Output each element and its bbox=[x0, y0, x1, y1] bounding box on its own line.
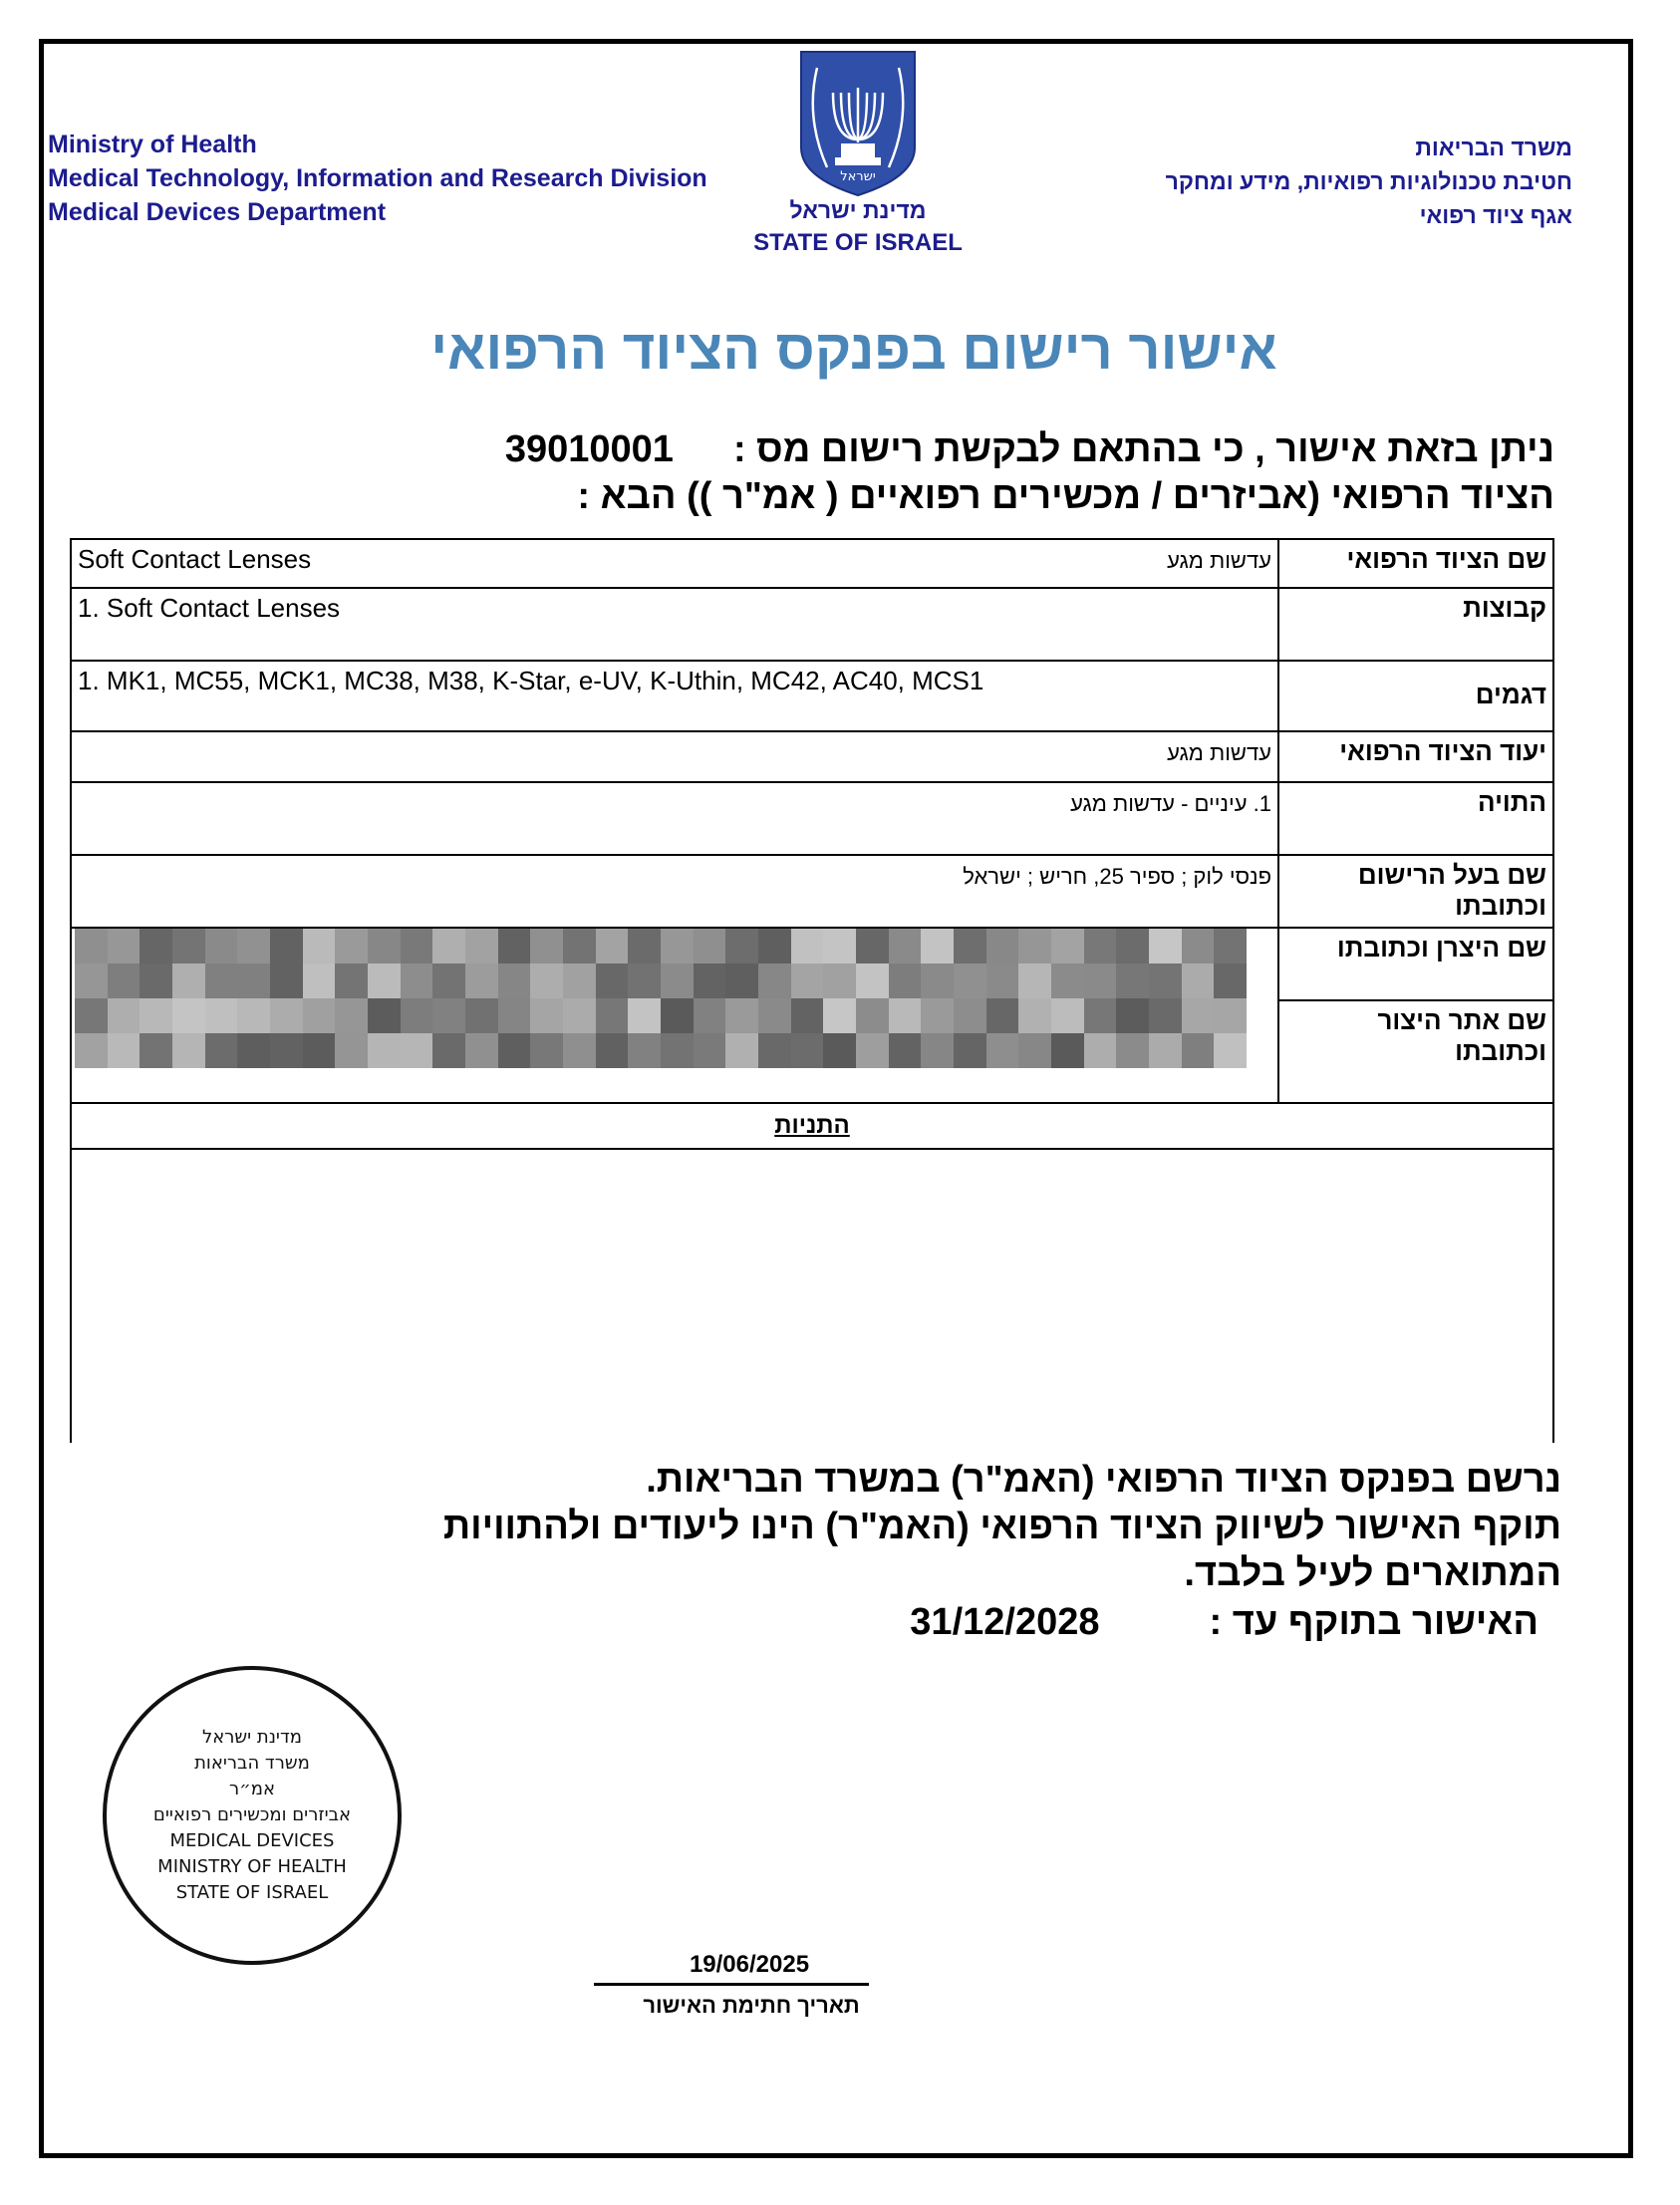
table-row bbox=[71, 588, 1553, 661]
redaction-pixel bbox=[823, 929, 856, 964]
redaction-pixel bbox=[1018, 998, 1051, 1033]
redaction-pixel bbox=[530, 1033, 563, 1068]
redaction-pixel bbox=[75, 929, 108, 964]
redaction-pixel bbox=[628, 998, 661, 1033]
redaction-pixel bbox=[661, 998, 694, 1033]
registration-holder-value: פנסי לוק ; ספיר 25, חריש ; ישראל bbox=[963, 864, 1271, 889]
header-department-he: אגף ציוד רפואי bbox=[1419, 202, 1572, 228]
stamp-line: אמ״ר bbox=[228, 1779, 276, 1799]
state-emblem-icon bbox=[797, 48, 919, 197]
redacted-manufacturer-info bbox=[75, 929, 1247, 1068]
redaction-pixel bbox=[1018, 929, 1051, 964]
registration-holder-label: שם בעל הרישום וכתובתו bbox=[1278, 855, 1553, 928]
redaction-pixel bbox=[432, 1033, 465, 1068]
models-value: 1. MK1, MC55, MCK1, MC38, M38, K-Star, e-UV, K-Uthin, MC42, AC40, MCS1 bbox=[78, 666, 984, 695]
redaction-pixel bbox=[628, 1033, 661, 1068]
redaction-pixel bbox=[270, 929, 303, 964]
redaction-pixel bbox=[1051, 998, 1084, 1033]
redaction-pixel bbox=[921, 1033, 954, 1068]
footer-block bbox=[127, 1457, 1561, 1646]
redaction-pixel bbox=[563, 998, 596, 1033]
redaction-pixel bbox=[758, 998, 791, 1033]
redaction-pixel bbox=[856, 964, 889, 998]
header-state-he: מדינת ישראל bbox=[789, 197, 927, 223]
intro-line-2: הציוד הרפואי (אביזרים / מכשירים רפואיים ( אמ"ר )) הבא : bbox=[577, 475, 1554, 517]
header-right-block bbox=[1166, 131, 1572, 232]
table-row bbox=[71, 661, 1553, 731]
redaction-pixel bbox=[1051, 929, 1084, 964]
redaction-pixel bbox=[889, 929, 922, 964]
stamp-line: משרד הבריאות bbox=[194, 1753, 310, 1774]
redaction-pixel bbox=[1116, 929, 1149, 964]
indication-value: 1. עיניים - עדשות מגע bbox=[1070, 791, 1271, 816]
redaction-pixel bbox=[986, 998, 1019, 1033]
redaction-pixel bbox=[791, 998, 824, 1033]
redaction-pixel bbox=[856, 1033, 889, 1068]
redaction-pixel bbox=[823, 1033, 856, 1068]
redaction-pixel bbox=[205, 964, 238, 998]
redaction-pixel bbox=[205, 929, 238, 964]
redaction-pixel bbox=[1149, 998, 1182, 1033]
redaction-pixel bbox=[694, 998, 726, 1033]
redaction-pixel bbox=[140, 1033, 172, 1068]
redaction-pixel bbox=[140, 998, 172, 1033]
redaction-pixel bbox=[694, 964, 726, 998]
redaction-pixel bbox=[237, 929, 270, 964]
redaction-pixel bbox=[270, 998, 303, 1033]
redaction-pixel bbox=[108, 998, 140, 1033]
stamp-line: STATE OF ISRAEL bbox=[175, 1882, 329, 1903]
manufacturer-label: שם היצרן וכתובתו bbox=[1278, 928, 1553, 1000]
redaction-pixel bbox=[368, 964, 401, 998]
redaction-pixel bbox=[432, 929, 465, 964]
redaction-pixel bbox=[432, 964, 465, 998]
header-ministry-en: Ministry of Health bbox=[48, 131, 257, 158]
redaction-pixel bbox=[1214, 998, 1247, 1033]
redaction-pixel bbox=[498, 998, 531, 1033]
redaction-pixel bbox=[368, 929, 401, 964]
signature-date: 19/06/2025 bbox=[689, 1951, 810, 1978]
header-state-en: STATE OF ISRAEL bbox=[753, 229, 963, 256]
redaction-pixel bbox=[1084, 998, 1117, 1033]
redaction-pixel bbox=[758, 929, 791, 964]
svg-text:ישראל: ישראל bbox=[840, 169, 876, 184]
redaction-pixel bbox=[856, 929, 889, 964]
manufacturing-site-label: שם אתר היצור וכתובתו bbox=[1278, 1000, 1553, 1103]
redaction-pixel bbox=[172, 929, 205, 964]
table-row bbox=[71, 539, 1553, 588]
redaction-pixel bbox=[498, 929, 531, 964]
registration-number: 39010001 bbox=[504, 428, 674, 470]
stamp-line: MINISTRY OF HEALTH bbox=[157, 1856, 347, 1877]
redaction-pixel bbox=[954, 1033, 986, 1068]
redaction-pixel bbox=[335, 964, 368, 998]
redaction-pixel bbox=[237, 1033, 270, 1068]
redaction-pixel bbox=[303, 929, 336, 964]
redaction-pixel bbox=[725, 964, 758, 998]
redaction-pixel bbox=[1149, 1033, 1182, 1068]
page-title: אישור רישום בפנקס הציוד הרפואי bbox=[430, 318, 1277, 381]
redaction-pixel bbox=[498, 1033, 531, 1068]
device-name-en: Soft Contact Lenses bbox=[78, 544, 312, 574]
redaction-pixel bbox=[823, 998, 856, 1033]
redaction-pixel bbox=[75, 1033, 108, 1068]
redaction-pixel bbox=[140, 964, 172, 998]
redaction-pixel bbox=[596, 929, 629, 964]
signature-line bbox=[594, 1983, 869, 1986]
redaction-pixel bbox=[1149, 929, 1182, 964]
redaction-pixel bbox=[1018, 1033, 1051, 1068]
signature-date-label: תאריך חתימת האישור bbox=[643, 1993, 860, 2018]
groups-value: 1. Soft Contact Lenses bbox=[78, 593, 341, 623]
redaction-pixel bbox=[172, 964, 205, 998]
redaction-pixel bbox=[108, 1033, 140, 1068]
redaction-pixel bbox=[596, 998, 629, 1033]
redaction-pixel bbox=[758, 964, 791, 998]
redaction-pixel bbox=[530, 929, 563, 964]
redaction-pixel bbox=[172, 1033, 205, 1068]
table-row bbox=[71, 855, 1553, 928]
redaction-pixel bbox=[596, 1033, 629, 1068]
redaction-pixel bbox=[661, 964, 694, 998]
redaction-pixel bbox=[628, 929, 661, 964]
valid-until-date: 31/12/2028 bbox=[910, 1601, 1100, 1643]
redaction-pixel bbox=[368, 1033, 401, 1068]
redaction-pixel bbox=[270, 964, 303, 998]
redaction-pixel bbox=[140, 929, 172, 964]
redaction-pixel bbox=[856, 998, 889, 1033]
conditions-header: התניות bbox=[72, 1104, 1552, 1150]
stamp-line: אביזרים ומכשירים רפואיים bbox=[152, 1804, 352, 1825]
redaction-pixel bbox=[1084, 964, 1117, 998]
footer-line-3: המתוארים לעיל בלבד. bbox=[1184, 1552, 1561, 1594]
redaction-pixel bbox=[889, 964, 922, 998]
ministry-stamp bbox=[103, 1666, 402, 1965]
redaction-pixel bbox=[465, 929, 498, 964]
redaction-pixel bbox=[921, 964, 954, 998]
redaction-pixel bbox=[530, 998, 563, 1033]
intended-use-value: עדשות מגע bbox=[1167, 740, 1271, 765]
redaction-pixel bbox=[1214, 1033, 1247, 1068]
table-row bbox=[71, 782, 1553, 855]
redaction-pixel bbox=[661, 929, 694, 964]
groups-label: קבוצות bbox=[1278, 588, 1553, 661]
redaction-pixel bbox=[1084, 1033, 1117, 1068]
redaction-pixel bbox=[823, 964, 856, 998]
redaction-pixel bbox=[596, 964, 629, 998]
indication-label: התויה bbox=[1278, 782, 1553, 855]
redaction-pixel bbox=[205, 998, 238, 1033]
redaction-pixel bbox=[401, 1033, 433, 1068]
redaction-pixel bbox=[986, 929, 1019, 964]
redaction-pixel bbox=[1116, 1033, 1149, 1068]
header-department-en: Medical Devices Department bbox=[48, 198, 387, 226]
redaction-pixel bbox=[75, 998, 108, 1033]
redaction-pixel bbox=[465, 998, 498, 1033]
stamp-line: מדינת ישראל bbox=[201, 1727, 303, 1748]
redaction-pixel bbox=[791, 1033, 824, 1068]
redaction-pixel bbox=[1051, 1033, 1084, 1068]
conditions-box bbox=[70, 1102, 1554, 1443]
redaction-pixel bbox=[791, 929, 824, 964]
redaction-pixel bbox=[628, 964, 661, 998]
redaction-pixel bbox=[921, 929, 954, 964]
redaction-pixel bbox=[303, 964, 336, 998]
redaction-pixel bbox=[108, 929, 140, 964]
models-label: דגמים bbox=[1278, 661, 1553, 731]
intended-use-label: יעוד הציוד הרפואי bbox=[1278, 731, 1553, 782]
redaction-pixel bbox=[661, 1033, 694, 1068]
redaction-pixel bbox=[563, 964, 596, 998]
redaction-pixel bbox=[1214, 964, 1247, 998]
redaction-pixel bbox=[791, 964, 824, 998]
redaction-pixel bbox=[368, 998, 401, 1033]
redaction-pixel bbox=[954, 998, 986, 1033]
table-row bbox=[71, 731, 1553, 782]
redaction-pixel bbox=[335, 1033, 368, 1068]
redaction-pixel bbox=[1051, 964, 1084, 998]
redaction-pixel bbox=[401, 964, 433, 998]
redaction-pixel bbox=[498, 964, 531, 998]
redaction-pixel bbox=[401, 998, 433, 1033]
redaction-pixel bbox=[725, 1033, 758, 1068]
header-ministry-he: משרד הבריאות bbox=[1415, 135, 1572, 160]
stamp-line: MEDICAL DEVICES bbox=[169, 1830, 335, 1851]
redaction-pixel bbox=[725, 929, 758, 964]
redaction-pixel bbox=[303, 998, 336, 1033]
redaction-pixel bbox=[563, 929, 596, 964]
header-division-en: Medical Technology, Information and Research Division bbox=[48, 164, 707, 192]
redaction-pixel bbox=[986, 1033, 1019, 1068]
redaction-pixel bbox=[530, 964, 563, 998]
redaction-pixel bbox=[889, 998, 922, 1033]
redaction-pixel bbox=[694, 929, 726, 964]
redaction-pixel bbox=[1182, 964, 1215, 998]
redaction-pixel bbox=[335, 998, 368, 1033]
header-left-block bbox=[48, 128, 707, 229]
redaction-pixel bbox=[335, 929, 368, 964]
redaction-pixel bbox=[1018, 964, 1051, 998]
intro-line-1: ניתן בזאת אישור , כי בהתאם לבקשת רישום מס : bbox=[732, 428, 1554, 470]
redaction-pixel bbox=[758, 1033, 791, 1068]
redaction-pixel bbox=[1116, 964, 1149, 998]
footer-line-2: תוקף האישור לשיווק הציוד הרפואי (האמ"ר) הינו ליעודים ולהתוויות bbox=[442, 1506, 1561, 1547]
device-name-label: שם הציוד הרפואי bbox=[1278, 539, 1553, 588]
footer-line-1: נרשם בפנקס הציוד הרפואי (האמ"ר) במשרד הבריאות. bbox=[646, 1459, 1561, 1501]
redaction-pixel bbox=[1182, 929, 1215, 964]
redaction-pixel bbox=[401, 929, 433, 964]
redaction-pixel bbox=[237, 964, 270, 998]
redaction-pixel bbox=[465, 964, 498, 998]
redaction-pixel bbox=[1084, 929, 1117, 964]
redaction-pixel bbox=[205, 1033, 238, 1068]
redaction-pixel bbox=[270, 1033, 303, 1068]
redaction-pixel bbox=[694, 1033, 726, 1068]
intro-block bbox=[140, 426, 1554, 520]
header-division-he: חטיבת טכנולוגיות רפואיות, מידע ומחקר bbox=[1165, 168, 1572, 194]
redaction-pixel bbox=[75, 964, 108, 998]
redaction-pixel bbox=[954, 929, 986, 964]
valid-until-label: האישור בתוקף עד : bbox=[1209, 1601, 1539, 1643]
redaction-pixel bbox=[1182, 998, 1215, 1033]
redaction-pixel bbox=[1116, 998, 1149, 1033]
redaction-pixel bbox=[237, 998, 270, 1033]
redaction-pixel bbox=[563, 1033, 596, 1068]
redaction-pixel bbox=[1182, 1033, 1215, 1068]
redaction-pixel bbox=[1149, 964, 1182, 998]
redaction-pixel bbox=[954, 964, 986, 998]
redaction-pixel bbox=[1214, 929, 1247, 964]
redaction-pixel bbox=[172, 998, 205, 1033]
redaction-pixel bbox=[889, 1033, 922, 1068]
redaction-pixel bbox=[465, 1033, 498, 1068]
redaction-pixel bbox=[303, 1033, 336, 1068]
redaction-pixel bbox=[725, 998, 758, 1033]
redaction-pixel bbox=[986, 964, 1019, 998]
device-name-he: עדשות מגע bbox=[1167, 548, 1271, 573]
redaction-pixel bbox=[432, 998, 465, 1033]
redaction-pixel bbox=[108, 964, 140, 998]
redaction-pixel bbox=[921, 998, 954, 1033]
